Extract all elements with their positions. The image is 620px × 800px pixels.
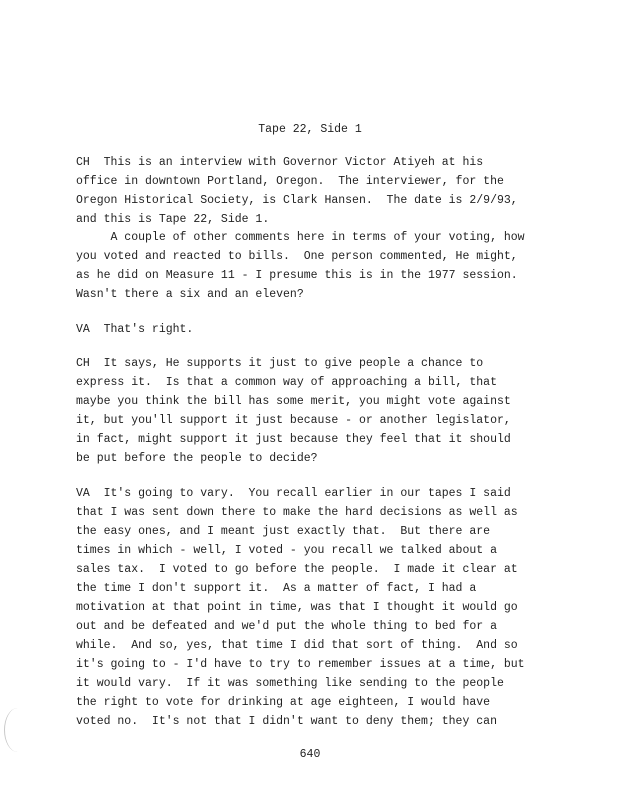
transcript-line: it, but you'll support it just because - or another legislator, [76,414,511,427]
transcript-line: office in downtown Portland, Oregon. The interviewer, for the [76,175,504,188]
transcript-line: Oregon Historical Society, is Clark Hansen. The date is 2/9/93, [76,194,518,207]
transcript-line: times in which - well, I voted - you recall we talked about a [76,544,497,557]
transcript-line: CH It says, He supports it just to give people a chance to [76,357,484,370]
transcript-line: Wasn't there a six and an eleven? [76,288,304,301]
tape-title: Tape 22, Side 1 [258,123,362,136]
transcript-line: out and be defeated and we'd put the whole thing to bed for a [76,620,497,633]
transcript-line: as he did on Measure 11 - I presume this is in the 1977 session. [76,269,518,282]
transcript-line: VA It's going to vary. You recall earlier in our tapes I said [76,487,511,500]
transcript-line: and this is Tape 22, Side 1. [76,213,270,226]
transcript-line: maybe you think the bill has some merit, you might vote against [76,395,511,408]
transcript-line: CH This is an interview with Governor Victor Atiyeh at his [76,156,484,169]
transcript-line: VA That's right. [76,323,194,336]
page-number: 640 [299,748,321,761]
transcript-line: the right to vote for drinking at age eighteen, I would have [76,696,491,709]
transcript-line: be put before the people to decide? [76,452,318,465]
transcript-line: in fact, might support it just because they feel that it should [76,433,511,446]
transcript-line: that I was sent down there to make the hard decisions as well as [76,506,518,519]
transcript-line: motivation at that point in time, was that I thought it would go [76,601,518,614]
transcript-line: A couple of other comments here in terms of your voting, how [76,231,525,244]
transcript-line: the time I don't support it. As a matter of fact, I had a [76,582,477,595]
scan-artifact [4,708,31,752]
transcript-line: it would vary. If it was something like sending to the people [76,677,504,690]
transcript-line: it's going to - I'd have to try to remember issues at a time, but [76,658,525,671]
transcript-line: the easy ones, and I meant just exactly that. But there are [76,525,491,538]
transcript-line: express it. Is that a common way of approaching a bill, that [76,376,497,389]
transcript-line: you voted and reacted to bills. One person commented, He might, [76,250,518,263]
transcript-line: sales tax. I voted to go before the people. I made it clear at [76,563,518,576]
transcript-line: while. And so, yes, that time I did that sort of thing. And so [76,639,518,652]
transcript-line: voted no. It's not that I didn't want to deny them; they can [76,715,497,728]
